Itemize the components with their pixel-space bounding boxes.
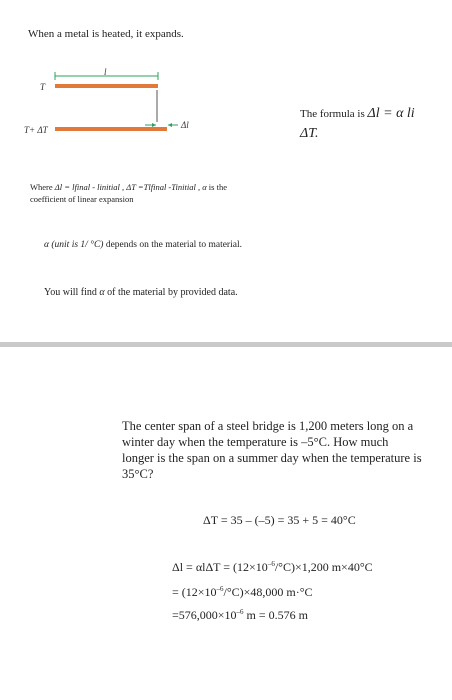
alpha-unit-line: α (unit is 1/ °C) depends on the material to material. (44, 240, 242, 250)
rod-initial (55, 84, 158, 88)
section-divider (0, 342, 452, 347)
formula-block (300, 104, 440, 144)
expansion-diagram (0, 0, 452, 180)
label-T-plus-dT: T+ ΔT (24, 125, 48, 135)
formula-tail: ΔT. (300, 126, 319, 141)
solution-step-3: = $(12\times 10^{-6}/^\circ C)\times 48,000$ m·°C (172, 585, 313, 599)
formula-prefix: The formula is (300, 108, 365, 120)
intro-text: When a metal is heated, it expands. (28, 28, 184, 40)
problem-text: The center span of a steel bridge is 1,200 meters long on a winter day when the temperature is –5°C. How much longer is the span on a summer day when the temperature is 35°C? (122, 419, 422, 481)
formula-expression: Δl = α li (367, 106, 415, 121)
label-dl: Δl (181, 120, 189, 130)
rod-expanded (55, 127, 167, 131)
label-l: l (104, 67, 107, 77)
solution-step-4: $=576,000\times 10^{-6}$ m = 0.576 m (172, 608, 308, 622)
solution-step-1: ΔT = 35 – (–5) = 35 + 5 = 40°C (203, 513, 356, 527)
find-alpha-line: You will find α of the material by provided data. (44, 287, 238, 298)
where-definition: Where Δl = lfinal - linitial , ΔT =Tlfinal -Tinitial , α is the coefficient of linear expansion (30, 182, 227, 204)
solution-step-2: $\Delta l = \alpha l\Delta T = (12\times 10^{-6}/^\circ C)\times 1,200$ m×40°C (172, 560, 373, 574)
label-T: T (40, 82, 46, 92)
